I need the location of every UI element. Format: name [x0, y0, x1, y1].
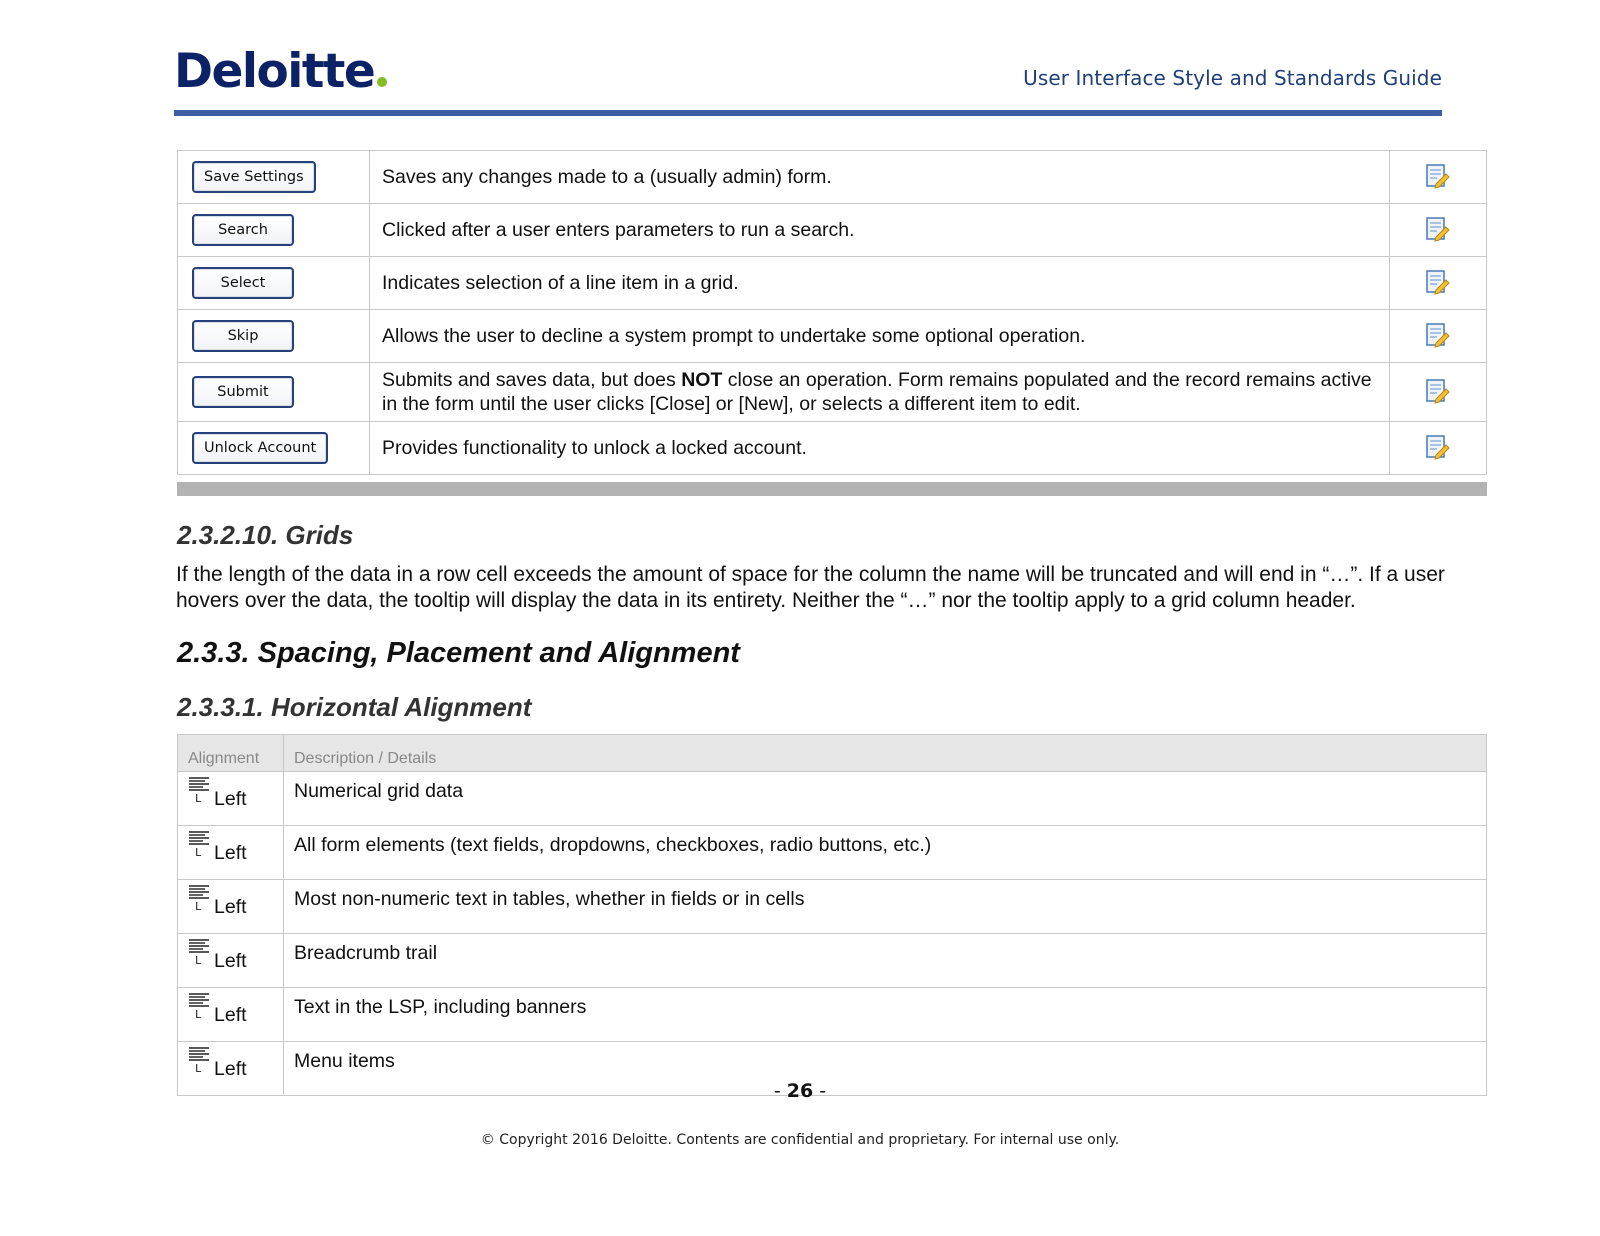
svg-text:L: L — [195, 1008, 202, 1020]
table-row — [178, 310, 1487, 363]
align-left-icon — [188, 884, 210, 912]
column-header-alignment: Alignment — [178, 735, 284, 772]
svg-text:L: L — [195, 900, 202, 912]
table-row — [178, 363, 1487, 422]
button-description: Saves any changes made to a (usually admin) form. — [370, 151, 1390, 204]
section-heading-grids: 2.3.2.10. Grids — [177, 520, 354, 550]
button-description: Provides functionality to unlock a locked account. — [370, 422, 1390, 475]
alignment-value: Left — [214, 896, 247, 918]
skip-button[interactable]: Skip — [192, 320, 294, 352]
section-heading-spacing: 2.3.3. Spacing, Placement and Alignment — [177, 637, 740, 669]
button-description — [370, 363, 1390, 422]
description-part: Submits and saves data, but does — [382, 369, 682, 391]
button-reference-table — [177, 150, 1487, 475]
svg-text:L: L — [195, 792, 202, 804]
align-left-icon — [188, 992, 210, 1020]
save-settings-button[interactable]: Save Settings — [192, 161, 316, 193]
button-description: Allows the user to decline a system prompt to undertake some optional operation. — [370, 310, 1390, 363]
table-row — [178, 934, 1487, 988]
edit-note-icon[interactable] — [1426, 435, 1450, 461]
edit-note-icon[interactable] — [1426, 323, 1450, 349]
copyright-notice: © Copyright 2016 Deloitte. Contents are confidential and proprietary. For internal use only. — [480, 1132, 1120, 1148]
alignment-value: Left — [214, 1058, 247, 1080]
page-number-suffix: - — [813, 1080, 827, 1102]
button-description: Indicates selection of a line item in a grid. — [370, 257, 1390, 310]
document-title: User Interface Style and Standards Guide — [1023, 66, 1442, 90]
table-footer-bar — [177, 482, 1487, 496]
table-row — [178, 422, 1487, 475]
alignment-value: Left — [214, 950, 247, 972]
button-description: Clicked after a user enters parameters to run a search. — [370, 204, 1390, 257]
alignment-detail: All form elements (text fields, dropdowns, checkboxes, radio buttons, etc.) — [284, 826, 1487, 880]
align-left-icon — [188, 830, 210, 858]
description-part: close an operation. Form remains populated and the record remains active in the form until the user clicks [Close] or [New], or selects a different item to edit. — [382, 369, 1372, 415]
edit-note-icon[interactable] — [1426, 379, 1450, 405]
table-row — [178, 826, 1487, 880]
table-header-row — [178, 735, 1487, 772]
alignment-table — [177, 734, 1487, 1096]
description-emphasis: NOT — [681, 369, 723, 391]
alignment-value: Left — [214, 842, 247, 864]
alignment-detail: Menu items — [284, 1042, 1487, 1096]
edit-note-icon[interactable] — [1426, 270, 1450, 296]
svg-text:L: L — [195, 954, 202, 966]
edit-note-icon[interactable] — [1426, 164, 1450, 190]
page-number — [0, 1080, 1600, 1102]
deloitte-logo — [174, 44, 387, 99]
search-button[interactable]: Search — [192, 214, 294, 246]
table-row — [178, 257, 1487, 310]
page-number-prefix: - — [773, 1080, 787, 1102]
alignment-value: Left — [214, 1004, 247, 1026]
table-row — [178, 988, 1487, 1042]
alignment-detail: Breadcrumb trail — [284, 934, 1487, 988]
edit-note-icon[interactable] — [1426, 217, 1450, 243]
svg-text:L: L — [195, 1062, 202, 1074]
svg-text:L: L — [195, 846, 202, 858]
submit-button[interactable]: Submit — [192, 376, 294, 408]
table-row — [178, 880, 1487, 934]
grids-paragraph: If the length of the data in a row cell exceeds the amount of space for the column the name will be truncated and will end in “…”. If a user hovers over the data, the tooltip will display the data in its entirety. Neither the “…” nor the tooltip apply to a grid column header. — [176, 563, 1445, 612]
logo-dot-icon — [377, 77, 387, 87]
page-number-value: 26 — [786, 1080, 814, 1102]
alignment-detail: Numerical grid data — [284, 772, 1487, 826]
select-button[interactable]: Select — [192, 267, 294, 299]
header-rule — [174, 110, 1442, 116]
alignment-detail: Most non-numeric text in tables, whether in fields or in cells — [284, 880, 1487, 934]
unlock-account-button[interactable]: Unlock Account — [192, 432, 328, 464]
table-row — [178, 772, 1487, 826]
align-left-icon — [188, 938, 210, 966]
table-row — [178, 204, 1487, 257]
logo-text: Deloitte — [174, 44, 375, 99]
align-left-icon — [188, 776, 210, 804]
alignment-detail: Text in the LSP, including banners — [284, 988, 1487, 1042]
column-header-description: Description / Details — [284, 735, 1487, 772]
alignment-value: Left — [214, 788, 247, 810]
section-heading-horizontal-alignment: 2.3.3.1. Horizontal Alignment — [177, 692, 532, 722]
table-row — [178, 151, 1487, 204]
align-left-icon — [188, 1046, 210, 1074]
